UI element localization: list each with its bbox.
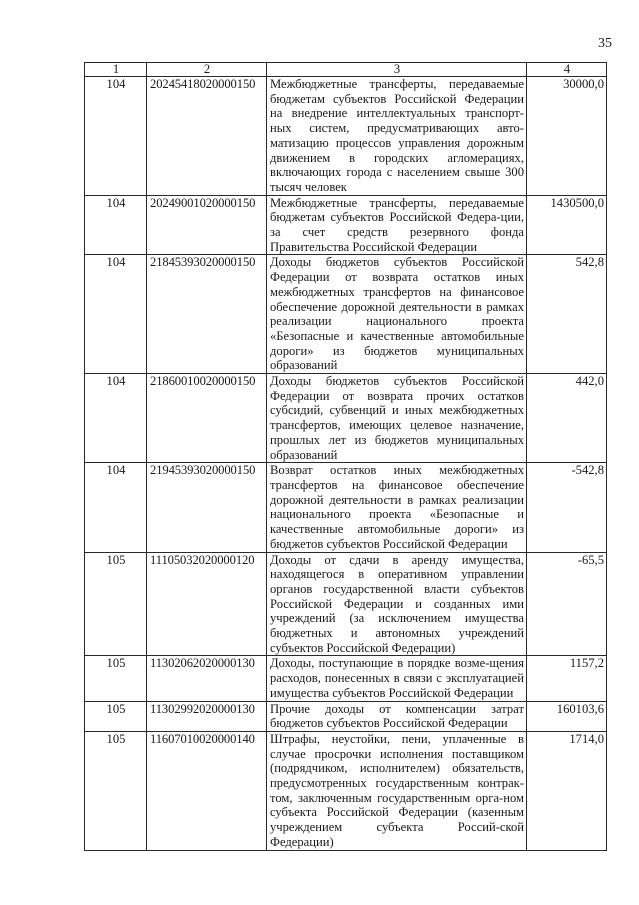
admin-code-cell: 105 bbox=[85, 701, 147, 731]
budget-code-cell: 21945393020000150 bbox=[147, 463, 267, 552]
revenue-name-cell: Доходы, поступающие в порядке возме-щения расходов, понесенных в связи с эксплуатацией имущества субъектов Российской Федерации bbox=[267, 656, 527, 701]
table-header-row bbox=[85, 63, 607, 77]
column-header-2: 2 bbox=[147, 63, 267, 77]
budget-code-cell: 20245418020000150 bbox=[147, 77, 267, 196]
budget-code-cell: 11607010020000140 bbox=[147, 731, 267, 850]
table-row bbox=[85, 255, 607, 374]
column-header-3: 3 bbox=[267, 63, 527, 77]
amount-cell: 1714,0 bbox=[527, 731, 607, 850]
budget-code-cell: 20249001020000150 bbox=[147, 195, 267, 255]
budget-code-cell: 21845393020000150 bbox=[147, 255, 267, 374]
revenue-name-cell: Штрафы, неустойки, пени, уплаченные в случае просрочки исполнения поставщиком (подрядчиком, исполнителем) обязательств, предусмотренных государственным контрак-том, заключенным государственным орга-ном субъекта Российской Федерации (казенным учреждением субъекта Россий-ской Федерации) bbox=[267, 731, 527, 850]
revenue-name-cell: Возврат остатков иных межбюджетных трансфертов на финансовое обеспечение дорожной деятельности в рамках реализации национального проекта «Безопасные и качественные автомобильные дороги» из бюджетов субъектов Российской Федерации bbox=[267, 463, 527, 552]
revenue-name-cell: Доходы от сдачи в аренду имущества, находящегося в оперативном управлении органов государственной власти субъектов Российской Федерации и созданных ими учреждений (за исключением имущества бюджетных и автономных учреждений субъектов Российской Федерации) bbox=[267, 552, 527, 656]
amount-cell: -65,5 bbox=[527, 552, 607, 656]
table-row bbox=[85, 731, 607, 850]
admin-code-cell: 105 bbox=[85, 552, 147, 656]
table-row bbox=[85, 77, 607, 196]
budget-revenue-table bbox=[84, 62, 607, 851]
admin-code-cell: 105 bbox=[85, 656, 147, 701]
amount-cell: 542,8 bbox=[527, 255, 607, 374]
admin-code-cell: 104 bbox=[85, 195, 147, 255]
amount-cell: 160103,6 bbox=[527, 701, 607, 731]
revenue-name-cell: Доходы бюджетов субъектов Российской Федерации от возврата прочих остатков субсидий, субвенций и иных межбюджетных трансфертов, имеющих целевое назначение, прошлых лет из бюджетов муниципальных образований bbox=[267, 374, 527, 463]
revenue-name-cell: Межбюджетные трансферты, передаваемые бюджетам субъектов Российской Федера-ции, за счет средств резервного фонда Правительства Российской Федерации bbox=[267, 195, 527, 255]
table-row bbox=[85, 701, 607, 731]
table-row bbox=[85, 374, 607, 463]
column-header-4: 4 bbox=[527, 63, 607, 77]
table-row bbox=[85, 195, 607, 255]
amount-cell: 1430500,0 bbox=[527, 195, 607, 255]
revenue-name-cell: Прочие доходы от компенсации затрат бюджетов субъектов Российской Федерации bbox=[267, 701, 527, 731]
revenue-name-cell: Доходы бюджетов субъектов Российской Федерации от возврата остатков иных межбюджетных трансфертов на финансовое обеспечение дорожной деятельности в рамках реализации национального проекта «Безопасные и качественные автомобильные дороги» из бюджетов муниципальных образований bbox=[267, 255, 527, 374]
amount-cell: -542,8 bbox=[527, 463, 607, 552]
page-number: 35 bbox=[598, 36, 612, 51]
admin-code-cell: 104 bbox=[85, 374, 147, 463]
admin-code-cell: 104 bbox=[85, 463, 147, 552]
amount-cell: 1157,2 bbox=[527, 656, 607, 701]
admin-code-cell: 104 bbox=[85, 77, 147, 196]
revenue-name-cell: Межбюджетные трансферты, передаваемые бюджетам субъектов Российской Федерации на внедрение интеллектуальных транспорт-ных систем, предусматривающих авто-матизацию процессов управления дорожным движением в городских агломерациях, включающих города с населением свыше 300 тысяч человек bbox=[267, 77, 527, 196]
column-header-1: 1 bbox=[85, 63, 147, 77]
amount-cell: 30000,0 bbox=[527, 77, 607, 196]
admin-code-cell: 105 bbox=[85, 731, 147, 850]
amount-cell: 442,0 bbox=[527, 374, 607, 463]
budget-code-cell: 11302992020000130 bbox=[147, 701, 267, 731]
budget-code-cell: 21860010020000150 bbox=[147, 374, 267, 463]
admin-code-cell: 104 bbox=[85, 255, 147, 374]
budget-code-cell: 11302062020000130 bbox=[147, 656, 267, 701]
budget-code-cell: 11105032020000120 bbox=[147, 552, 267, 656]
table-row bbox=[85, 463, 607, 552]
table-row bbox=[85, 552, 607, 656]
table-row bbox=[85, 656, 607, 701]
